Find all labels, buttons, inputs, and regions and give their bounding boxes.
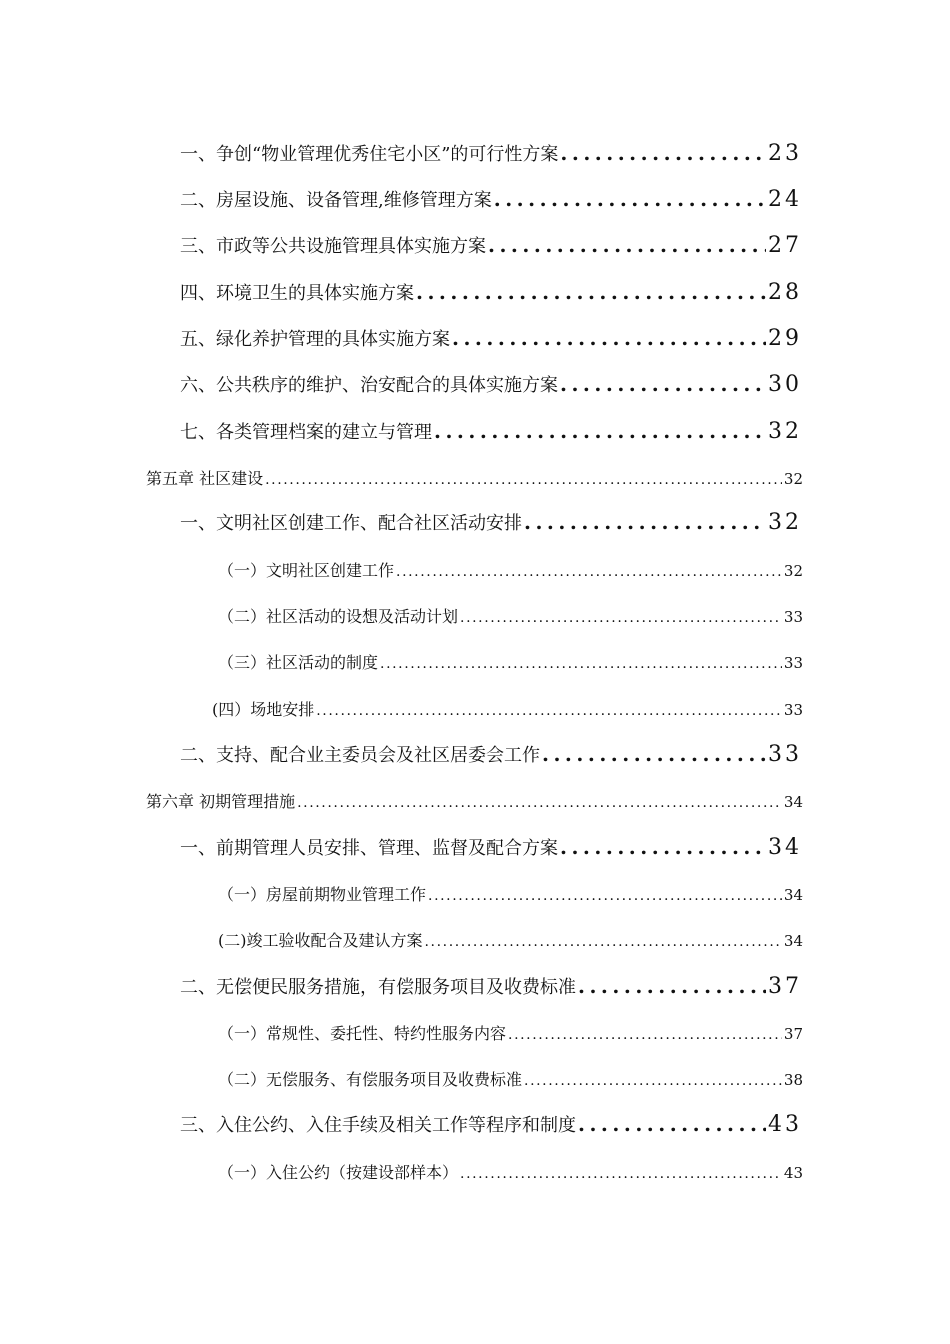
toc-subentry[interactable] xyxy=(218,1067,803,1097)
toc-entry-page: 34 xyxy=(768,835,802,860)
toc-leader xyxy=(578,974,766,998)
toc-entry[interactable] xyxy=(180,140,802,170)
toc-entry-title: 二、无偿便民服务措施，有偿服务项目及收费标准 xyxy=(180,977,576,998)
toc-entry[interactable] xyxy=(180,186,802,216)
toc-entry-title: （三）社区活动的制度 xyxy=(218,653,379,672)
toc-entry[interactable] xyxy=(180,741,802,771)
toc-entry-title: （二）社区活动的设想及活动计划 xyxy=(218,607,459,626)
toc-subentry[interactable] xyxy=(218,558,803,588)
toc-entry-title: 三、市政等公共设施管理具体实施方案 xyxy=(180,236,486,257)
toc-entry-page: 24 xyxy=(768,187,802,212)
toc-entry-title: (四）场地安排 xyxy=(212,700,315,719)
toc-chapter[interactable] xyxy=(146,466,803,496)
toc-entry-page: 33 xyxy=(783,701,803,719)
toc-entry-page: 34 xyxy=(783,932,803,950)
toc-entry-page: 34 xyxy=(783,793,803,811)
toc-entry[interactable] xyxy=(180,279,802,309)
toc-subentry[interactable] xyxy=(218,650,803,680)
toc-leader xyxy=(460,1166,782,1182)
toc-subentry[interactable] xyxy=(218,1021,803,1051)
toc-leader xyxy=(416,280,766,304)
toc-entry-title: 三、入住公约、入住手续及相关工作等程序和制度 xyxy=(180,1115,576,1136)
toc-entry-page: 29 xyxy=(768,326,802,351)
toc-leader xyxy=(578,1112,766,1136)
toc-entry-title: （二）无偿服务、有偿服务项目及收费标准 xyxy=(218,1070,523,1089)
toc-leader xyxy=(460,610,782,626)
toc-leader xyxy=(380,656,782,672)
toc-leader xyxy=(452,326,766,350)
toc-leader xyxy=(524,510,766,534)
toc-entry-title: （一）房屋前期物业管理工作 xyxy=(218,885,427,904)
toc-entry[interactable] xyxy=(180,509,802,539)
toc-entry-page: 43 xyxy=(768,1112,802,1137)
toc-subentry[interactable] xyxy=(218,882,803,912)
toc-entry-title: （一）常规性、委托性、特约性服务内容 xyxy=(218,1024,507,1043)
toc-entry-page: 33 xyxy=(783,608,803,626)
toc-entry-page: 34 xyxy=(783,886,803,904)
toc-entry-title: 七、各类管理档案的建立与管理 xyxy=(180,422,432,443)
toc-entry[interactable] xyxy=(180,834,802,864)
toc-entry[interactable] xyxy=(180,325,802,355)
toc-leader xyxy=(428,888,782,904)
toc-leader xyxy=(560,372,766,396)
toc-entry-page: 32 xyxy=(783,470,803,488)
toc-entry-page: 30 xyxy=(768,372,802,397)
toc-entry-title: 一、文明社区创建工作、配合社区活动安排 xyxy=(180,513,522,534)
toc-entry-page: 32 xyxy=(768,510,802,535)
toc-entry-title: 第五章 社区建设 xyxy=(146,469,264,488)
toc-entry-page: 37 xyxy=(783,1025,803,1043)
toc-entry-title: 六、公共秩序的维护、治安配合的具体实施方案 xyxy=(180,375,558,396)
toc-leader xyxy=(494,187,766,211)
toc-entry-page: 32 xyxy=(783,562,803,580)
toc-entry-page: 33 xyxy=(768,742,802,767)
toc-entry-page: 43 xyxy=(783,1164,803,1182)
toc-entry-title: 二、支持、配合业主委员会及社区居委会工作 xyxy=(180,745,540,766)
toc-leader xyxy=(560,835,766,859)
toc-entry-page: 23 xyxy=(768,141,802,166)
toc-subentry[interactable] xyxy=(218,928,803,958)
toc-leader xyxy=(488,233,766,257)
toc-leader xyxy=(560,141,766,165)
toc-entry[interactable] xyxy=(180,418,802,448)
toc-leader xyxy=(524,1073,782,1089)
toc-entry-page: 33 xyxy=(783,654,803,672)
toc-entry-page: 27 xyxy=(768,233,802,258)
toc-subentry[interactable] xyxy=(218,1160,803,1190)
toc-entry-page: 37 xyxy=(768,974,802,999)
toc-entry-title: 四、环境卫生的具体实施方案 xyxy=(180,283,414,304)
toc-entry-page: 32 xyxy=(768,419,802,444)
toc-leader xyxy=(316,703,782,719)
toc-entry-title: (二)竣工验收配合及建认方案 xyxy=(218,931,423,950)
toc-leader xyxy=(425,934,782,950)
toc-entry[interactable] xyxy=(180,973,802,1003)
toc-entry-title: （一）入住公约（按建设部样本） xyxy=(218,1163,459,1182)
toc-entry-title: 五、绿化养护管理的具体实施方案 xyxy=(180,329,450,350)
toc-entry-title: （一）文明社区创建工作 xyxy=(218,561,395,580)
toc-leader xyxy=(542,742,766,766)
toc-leader xyxy=(265,472,782,488)
toc-chapter[interactable] xyxy=(146,789,803,819)
toc-leader xyxy=(396,564,782,580)
toc-entry-title: 第六章 初期管理措施 xyxy=(146,792,296,811)
toc-entry-title: 二、房屋设施、设备管理,维修管理方案 xyxy=(180,190,492,211)
toc-leader xyxy=(508,1027,782,1043)
toc-leader xyxy=(434,419,766,443)
toc-entry[interactable] xyxy=(180,371,802,401)
toc-entry-page: 38 xyxy=(783,1071,803,1089)
toc-subentry[interactable] xyxy=(212,697,803,727)
toc-entry-page: 28 xyxy=(768,280,802,305)
toc-subentry[interactable] xyxy=(218,604,803,634)
toc-leader xyxy=(297,795,782,811)
toc-entry[interactable] xyxy=(180,1111,802,1141)
toc-entry-title: 一、前期管理人员安排、管理、监督及配合方案 xyxy=(180,838,558,859)
toc-entry[interactable] xyxy=(180,232,802,262)
toc-entry-title: 一、争创“物业管理优秀住宅小区”的可行性方案 xyxy=(180,144,559,165)
